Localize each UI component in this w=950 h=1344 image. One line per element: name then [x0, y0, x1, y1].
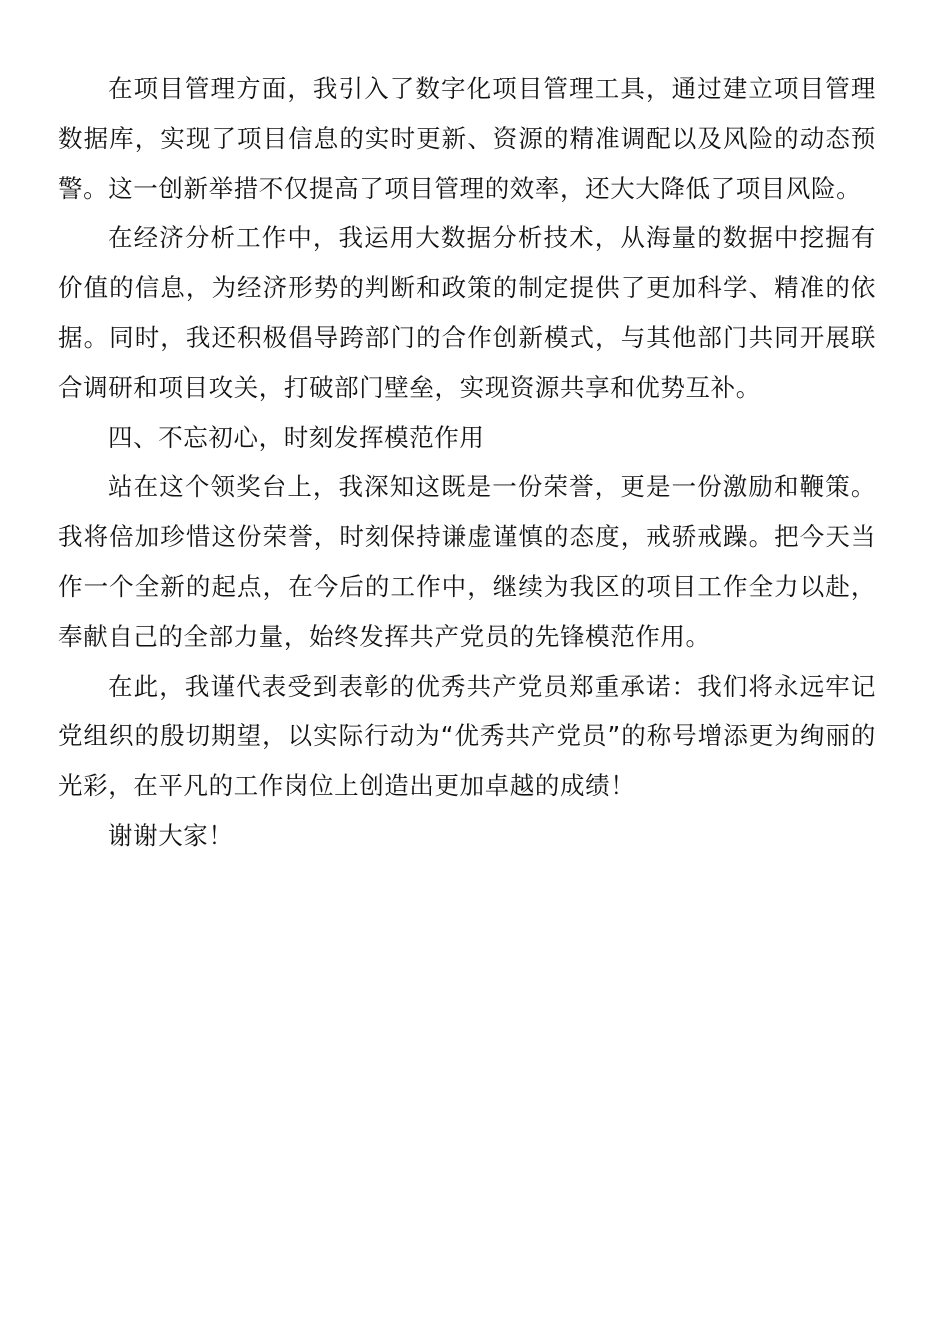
paragraph-pledge: 在此，我谨代表受到表彰的优秀共产党员郑重承诺：我们将永远牢记党组织的殷切期望，以实际行动为“优秀共产党员”的称号增添更为绚丽的光彩，在平凡的工作岗位上创造出更加卓越的成绩！	[58, 671, 876, 801]
paragraph-project-management: 在项目管理方面，我引入了数字化项目管理工具，通过建立项目管理数据库，实现了项目信息的实时更新、资源的精准调配以及风险的动态预警。这一创新举措不仅提高了项目管理的效率，还大大降低了项目风险。	[58, 74, 876, 203]
paragraph-honor-commitment: 站在这个领奖台上，我深知这既是一份荣誉，更是一份激励和鞭策。我将倍加珍惜这份荣誉，时刻保持谦虚谨慎的态度，戒骄戒躁。把今天当作一个全新的起点，在今后的工作中，继续为我区的项目工作全力以赴，奉献自己的全部力量，始终发挥共产党员的先锋模范作用。	[58, 472, 876, 651]
section-heading: 四、不忘初心，时刻发挥模范作用	[108, 422, 485, 452]
document-body	[58, 64, 876, 861]
paragraph-thanks: 谢谢大家！	[108, 820, 234, 850]
paragraph-economic-analysis: 在经济分析工作中，我运用大数据分析技术，从海量的数据中挖掘有价值的信息，为经济形势的判断和政策的制定提供了更加科学、精准的依据。同时，我还积极倡导跨部门的合作创新模式，与其他部门共同开展联合调研和项目攻关，打破部门壁垒，实现资源共享和优势互补。	[58, 223, 876, 402]
